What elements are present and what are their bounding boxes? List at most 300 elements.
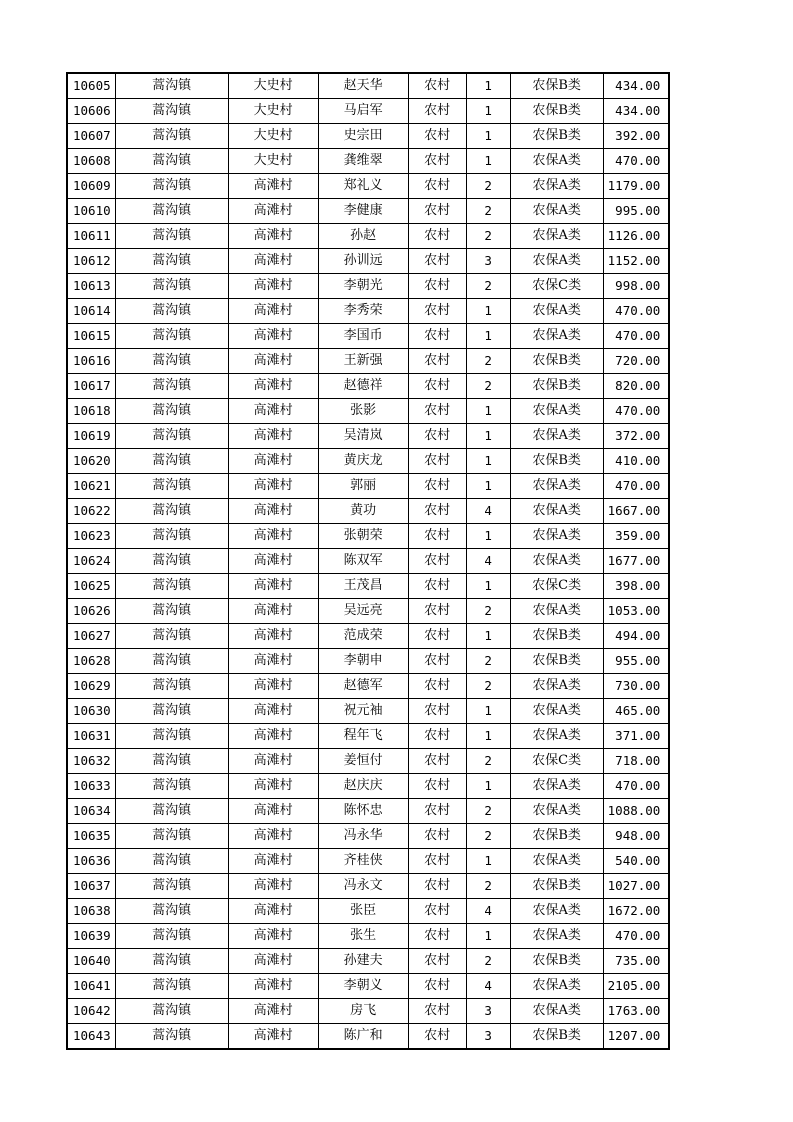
village-cell: 高滩村 [228, 774, 318, 799]
village-cell: 大史村 [228, 99, 318, 124]
household-type-cell: 农村 [408, 849, 466, 874]
town-cell: 蒿沟镇 [115, 249, 228, 274]
table-row [67, 574, 669, 599]
insurance-category-cell: 农保A类 [510, 674, 603, 699]
table-row [67, 599, 669, 624]
town-cell: 蒿沟镇 [115, 274, 228, 299]
record-id-cell: 10620 [67, 449, 115, 474]
town-cell: 蒿沟镇 [115, 674, 228, 699]
member-count-cell: 4 [466, 549, 510, 574]
household-type-cell: 农村 [408, 524, 466, 549]
record-id-cell: 10635 [67, 824, 115, 849]
record-id-cell: 10606 [67, 99, 115, 124]
record-id-cell: 10639 [67, 924, 115, 949]
village-cell: 高滩村 [228, 899, 318, 924]
member-count-cell: 1 [466, 524, 510, 549]
village-cell: 高滩村 [228, 424, 318, 449]
person-name-cell: 吴远亮 [318, 599, 408, 624]
record-id-cell: 10622 [67, 499, 115, 524]
town-cell: 蒿沟镇 [115, 399, 228, 424]
member-count-cell: 2 [466, 749, 510, 774]
records-table [66, 72, 670, 1050]
insurance-category-cell: 农保A类 [510, 899, 603, 924]
record-id-cell: 10632 [67, 749, 115, 774]
amount-cell: 398.00 [603, 574, 669, 599]
member-count-cell: 1 [466, 399, 510, 424]
insurance-category-cell: 农保A类 [510, 549, 603, 574]
insurance-category-cell: 农保B类 [510, 949, 603, 974]
household-type-cell: 农村 [408, 274, 466, 299]
record-id-cell: 10612 [67, 249, 115, 274]
record-id-cell: 10643 [67, 1024, 115, 1050]
records-sheet [66, 72, 670, 1050]
village-cell: 高滩村 [228, 699, 318, 724]
record-id-cell: 10629 [67, 674, 115, 699]
person-name-cell: 房飞 [318, 999, 408, 1024]
household-type-cell: 农村 [408, 549, 466, 574]
member-count-cell: 4 [466, 974, 510, 999]
person-name-cell: 吴清岚 [318, 424, 408, 449]
town-cell: 蒿沟镇 [115, 699, 228, 724]
insurance-category-cell: 农保B类 [510, 874, 603, 899]
insurance-category-cell: 农保B类 [510, 124, 603, 149]
member-count-cell: 2 [466, 274, 510, 299]
member-count-cell: 2 [466, 374, 510, 399]
person-name-cell: 史宗田 [318, 124, 408, 149]
insurance-category-cell: 农保C类 [510, 749, 603, 774]
member-count-cell: 1 [466, 99, 510, 124]
amount-cell: 470.00 [603, 149, 669, 174]
amount-cell: 1027.00 [603, 874, 669, 899]
household-type-cell: 农村 [408, 624, 466, 649]
household-type-cell: 农村 [408, 999, 466, 1024]
amount-cell: 470.00 [603, 299, 669, 324]
record-id-cell: 10613 [67, 274, 115, 299]
household-type-cell: 农村 [408, 199, 466, 224]
household-type-cell: 农村 [408, 174, 466, 199]
member-count-cell: 1 [466, 849, 510, 874]
town-cell: 蒿沟镇 [115, 824, 228, 849]
member-count-cell: 1 [466, 574, 510, 599]
record-id-cell: 10608 [67, 149, 115, 174]
insurance-category-cell: 农保B类 [510, 349, 603, 374]
household-type-cell: 农村 [408, 699, 466, 724]
table-row [67, 799, 669, 824]
table-row [67, 974, 669, 999]
person-name-cell: 陈怀忠 [318, 799, 408, 824]
member-count-cell: 2 [466, 349, 510, 374]
village-cell: 高滩村 [228, 349, 318, 374]
table-row [67, 474, 669, 499]
amount-cell: 1672.00 [603, 899, 669, 924]
table-row [67, 224, 669, 249]
person-name-cell: 陈广和 [318, 1024, 408, 1050]
village-cell: 高滩村 [228, 599, 318, 624]
insurance-category-cell: 农保A类 [510, 324, 603, 349]
household-type-cell: 农村 [408, 374, 466, 399]
amount-cell: 1152.00 [603, 249, 669, 274]
record-id-cell: 10614 [67, 299, 115, 324]
person-name-cell: 黄庆龙 [318, 449, 408, 474]
village-cell: 高滩村 [228, 549, 318, 574]
person-name-cell: 李国币 [318, 324, 408, 349]
household-type-cell: 农村 [408, 799, 466, 824]
amount-cell: 998.00 [603, 274, 669, 299]
town-cell: 蒿沟镇 [115, 199, 228, 224]
insurance-category-cell: 农保A类 [510, 174, 603, 199]
village-cell: 高滩村 [228, 724, 318, 749]
amount-cell: 410.00 [603, 449, 669, 474]
household-type-cell: 农村 [408, 349, 466, 374]
table-row [67, 549, 669, 574]
town-cell: 蒿沟镇 [115, 99, 228, 124]
record-id-cell: 10607 [67, 124, 115, 149]
table-row [67, 849, 669, 874]
town-cell: 蒿沟镇 [115, 449, 228, 474]
amount-cell: 720.00 [603, 349, 669, 374]
household-type-cell: 农村 [408, 399, 466, 424]
record-id-cell: 10630 [67, 699, 115, 724]
table-row [67, 399, 669, 424]
member-count-cell: 2 [466, 649, 510, 674]
person-name-cell: 赵庆庆 [318, 774, 408, 799]
insurance-category-cell: 农保C类 [510, 574, 603, 599]
member-count-cell: 1 [466, 149, 510, 174]
member-count-cell: 3 [466, 999, 510, 1024]
member-count-cell: 2 [466, 174, 510, 199]
village-cell: 高滩村 [228, 174, 318, 199]
records-table-body [67, 73, 669, 1049]
town-cell: 蒿沟镇 [115, 174, 228, 199]
table-row [67, 674, 669, 699]
town-cell: 蒿沟镇 [115, 224, 228, 249]
member-count-cell: 1 [466, 624, 510, 649]
person-name-cell: 赵德军 [318, 674, 408, 699]
person-name-cell: 龚维翠 [318, 149, 408, 174]
household-type-cell: 农村 [408, 499, 466, 524]
amount-cell: 470.00 [603, 474, 669, 499]
household-type-cell: 农村 [408, 149, 466, 174]
amount-cell: 1126.00 [603, 224, 669, 249]
amount-cell: 1677.00 [603, 549, 669, 574]
insurance-category-cell: 农保A类 [510, 524, 603, 549]
amount-cell: 948.00 [603, 824, 669, 849]
table-row [67, 1024, 669, 1050]
town-cell: 蒿沟镇 [115, 149, 228, 174]
record-id-cell: 10625 [67, 574, 115, 599]
village-cell: 高滩村 [228, 399, 318, 424]
town-cell: 蒿沟镇 [115, 124, 228, 149]
village-cell: 高滩村 [228, 1024, 318, 1050]
village-cell: 高滩村 [228, 849, 318, 874]
record-id-cell: 10637 [67, 874, 115, 899]
village-cell: 高滩村 [228, 474, 318, 499]
table-row [67, 999, 669, 1024]
person-name-cell: 李秀荣 [318, 299, 408, 324]
person-name-cell: 陈双军 [318, 549, 408, 574]
member-count-cell: 1 [466, 449, 510, 474]
town-cell: 蒿沟镇 [115, 749, 228, 774]
household-type-cell: 农村 [408, 424, 466, 449]
member-count-cell: 2 [466, 599, 510, 624]
town-cell: 蒿沟镇 [115, 949, 228, 974]
village-cell: 高滩村 [228, 799, 318, 824]
amount-cell: 820.00 [603, 374, 669, 399]
town-cell: 蒿沟镇 [115, 774, 228, 799]
amount-cell: 1763.00 [603, 999, 669, 1024]
amount-cell: 359.00 [603, 524, 669, 549]
household-type-cell: 农村 [408, 974, 466, 999]
household-type-cell: 农村 [408, 724, 466, 749]
amount-cell: 372.00 [603, 424, 669, 449]
village-cell: 高滩村 [228, 224, 318, 249]
table-row [67, 349, 669, 374]
person-name-cell: 祝元袖 [318, 699, 408, 724]
village-cell: 高滩村 [228, 624, 318, 649]
amount-cell: 1207.00 [603, 1024, 669, 1050]
person-name-cell: 李健康 [318, 199, 408, 224]
town-cell: 蒿沟镇 [115, 724, 228, 749]
person-name-cell: 冯永华 [318, 824, 408, 849]
insurance-category-cell: 农保A类 [510, 724, 603, 749]
village-cell: 高滩村 [228, 999, 318, 1024]
insurance-category-cell: 农保A类 [510, 199, 603, 224]
household-type-cell: 农村 [408, 949, 466, 974]
person-name-cell: 赵德祥 [318, 374, 408, 399]
village-cell: 高滩村 [228, 274, 318, 299]
record-id-cell: 10616 [67, 349, 115, 374]
amount-cell: 470.00 [603, 399, 669, 424]
record-id-cell: 10638 [67, 899, 115, 924]
insurance-category-cell: 农保A类 [510, 924, 603, 949]
member-count-cell: 2 [466, 199, 510, 224]
person-name-cell: 郑礼义 [318, 174, 408, 199]
member-count-cell: 1 [466, 699, 510, 724]
person-name-cell: 孙训远 [318, 249, 408, 274]
member-count-cell: 1 [466, 299, 510, 324]
insurance-category-cell: 农保B类 [510, 73, 603, 99]
village-cell: 高滩村 [228, 824, 318, 849]
table-row [67, 324, 669, 349]
member-count-cell: 1 [466, 774, 510, 799]
record-id-cell: 10623 [67, 524, 115, 549]
amount-cell: 540.00 [603, 849, 669, 874]
table-row [67, 424, 669, 449]
village-cell: 大史村 [228, 73, 318, 99]
table-row [67, 824, 669, 849]
amount-cell: 434.00 [603, 73, 669, 99]
household-type-cell: 农村 [408, 124, 466, 149]
member-count-cell: 1 [466, 424, 510, 449]
amount-cell: 735.00 [603, 949, 669, 974]
record-id-cell: 10640 [67, 949, 115, 974]
table-row [67, 124, 669, 149]
town-cell: 蒿沟镇 [115, 799, 228, 824]
village-cell: 高滩村 [228, 674, 318, 699]
town-cell: 蒿沟镇 [115, 549, 228, 574]
table-row [67, 699, 669, 724]
record-id-cell: 10633 [67, 774, 115, 799]
village-cell: 高滩村 [228, 649, 318, 674]
table-row [67, 99, 669, 124]
person-name-cell: 张朝荣 [318, 524, 408, 549]
amount-cell: 1088.00 [603, 799, 669, 824]
table-row [67, 274, 669, 299]
record-id-cell: 10615 [67, 324, 115, 349]
household-type-cell: 农村 [408, 649, 466, 674]
household-type-cell: 农村 [408, 599, 466, 624]
amount-cell: 2105.00 [603, 974, 669, 999]
household-type-cell: 农村 [408, 324, 466, 349]
town-cell: 蒿沟镇 [115, 424, 228, 449]
person-name-cell: 孙赵 [318, 224, 408, 249]
member-count-cell: 2 [466, 674, 510, 699]
member-count-cell: 2 [466, 874, 510, 899]
member-count-cell: 1 [466, 474, 510, 499]
village-cell: 高滩村 [228, 924, 318, 949]
table-row [67, 749, 669, 774]
table-row [67, 73, 669, 99]
town-cell: 蒿沟镇 [115, 499, 228, 524]
record-id-cell: 10619 [67, 424, 115, 449]
member-count-cell: 1 [466, 724, 510, 749]
table-row [67, 874, 669, 899]
amount-cell: 1179.00 [603, 174, 669, 199]
table-row [67, 949, 669, 974]
table-row [67, 299, 669, 324]
village-cell: 高滩村 [228, 874, 318, 899]
person-name-cell: 张生 [318, 924, 408, 949]
town-cell: 蒿沟镇 [115, 574, 228, 599]
person-name-cell: 冯永文 [318, 874, 408, 899]
town-cell: 蒿沟镇 [115, 524, 228, 549]
record-id-cell: 10631 [67, 724, 115, 749]
household-type-cell: 农村 [408, 924, 466, 949]
village-cell: 大史村 [228, 149, 318, 174]
record-id-cell: 10605 [67, 73, 115, 99]
member-count-cell: 1 [466, 124, 510, 149]
insurance-category-cell: 农保A类 [510, 774, 603, 799]
insurance-category-cell: 农保A类 [510, 974, 603, 999]
person-name-cell: 张影 [318, 399, 408, 424]
person-name-cell: 齐桂侠 [318, 849, 408, 874]
household-type-cell: 农村 [408, 749, 466, 774]
amount-cell: 470.00 [603, 774, 669, 799]
amount-cell: 465.00 [603, 699, 669, 724]
table-row [67, 624, 669, 649]
town-cell: 蒿沟镇 [115, 324, 228, 349]
town-cell: 蒿沟镇 [115, 849, 228, 874]
person-name-cell: 程年飞 [318, 724, 408, 749]
member-count-cell: 2 [466, 824, 510, 849]
village-cell: 高滩村 [228, 574, 318, 599]
town-cell: 蒿沟镇 [115, 349, 228, 374]
table-row [67, 199, 669, 224]
record-id-cell: 10617 [67, 374, 115, 399]
household-type-cell: 农村 [408, 874, 466, 899]
household-type-cell: 农村 [408, 299, 466, 324]
table-row [67, 899, 669, 924]
village-cell: 高滩村 [228, 199, 318, 224]
insurance-category-cell: 农保B类 [510, 99, 603, 124]
person-name-cell: 王茂昌 [318, 574, 408, 599]
village-cell: 高滩村 [228, 949, 318, 974]
insurance-category-cell: 农保A类 [510, 249, 603, 274]
record-id-cell: 10610 [67, 199, 115, 224]
record-id-cell: 10618 [67, 399, 115, 424]
amount-cell: 494.00 [603, 624, 669, 649]
village-cell: 高滩村 [228, 749, 318, 774]
record-id-cell: 10642 [67, 999, 115, 1024]
insurance-category-cell: 农保B类 [510, 824, 603, 849]
table-row [67, 249, 669, 274]
town-cell: 蒿沟镇 [115, 624, 228, 649]
insurance-category-cell: 农保A类 [510, 799, 603, 824]
table-row [67, 499, 669, 524]
insurance-category-cell: 农保B类 [510, 374, 603, 399]
household-type-cell: 农村 [408, 73, 466, 99]
town-cell: 蒿沟镇 [115, 374, 228, 399]
table-row [67, 924, 669, 949]
household-type-cell: 农村 [408, 474, 466, 499]
village-cell: 高滩村 [228, 374, 318, 399]
town-cell: 蒿沟镇 [115, 299, 228, 324]
insurance-category-cell: 农保B类 [510, 449, 603, 474]
person-name-cell: 郭丽 [318, 474, 408, 499]
person-name-cell: 李朝申 [318, 649, 408, 674]
amount-cell: 730.00 [603, 674, 669, 699]
household-type-cell: 农村 [408, 774, 466, 799]
person-name-cell: 赵天华 [318, 73, 408, 99]
insurance-category-cell: 农保A类 [510, 474, 603, 499]
household-type-cell: 农村 [408, 899, 466, 924]
insurance-category-cell: 农保A类 [510, 499, 603, 524]
town-cell: 蒿沟镇 [115, 899, 228, 924]
amount-cell: 392.00 [603, 124, 669, 149]
record-id-cell: 10641 [67, 974, 115, 999]
amount-cell: 1667.00 [603, 499, 669, 524]
household-type-cell: 农村 [408, 824, 466, 849]
table-row [67, 649, 669, 674]
village-cell: 高滩村 [228, 299, 318, 324]
record-id-cell: 10611 [67, 224, 115, 249]
town-cell: 蒿沟镇 [115, 999, 228, 1024]
table-row [67, 774, 669, 799]
insurance-category-cell: 农保A类 [510, 424, 603, 449]
person-name-cell: 孙建夫 [318, 949, 408, 974]
insurance-category-cell: 农保B类 [510, 1024, 603, 1050]
village-cell: 高滩村 [228, 499, 318, 524]
member-count-cell: 2 [466, 949, 510, 974]
table-row [67, 374, 669, 399]
record-id-cell: 10626 [67, 599, 115, 624]
insurance-category-cell: 农保B类 [510, 624, 603, 649]
person-name-cell: 张臣 [318, 899, 408, 924]
household-type-cell: 农村 [408, 1024, 466, 1050]
amount-cell: 434.00 [603, 99, 669, 124]
insurance-category-cell: 农保B类 [510, 649, 603, 674]
amount-cell: 470.00 [603, 924, 669, 949]
table-row [67, 149, 669, 174]
insurance-category-cell: 农保C类 [510, 274, 603, 299]
village-cell: 高滩村 [228, 249, 318, 274]
record-id-cell: 10636 [67, 849, 115, 874]
record-id-cell: 10627 [67, 624, 115, 649]
insurance-category-cell: 农保A类 [510, 299, 603, 324]
town-cell: 蒿沟镇 [115, 974, 228, 999]
town-cell: 蒿沟镇 [115, 1024, 228, 1050]
insurance-category-cell: 农保A类 [510, 149, 603, 174]
